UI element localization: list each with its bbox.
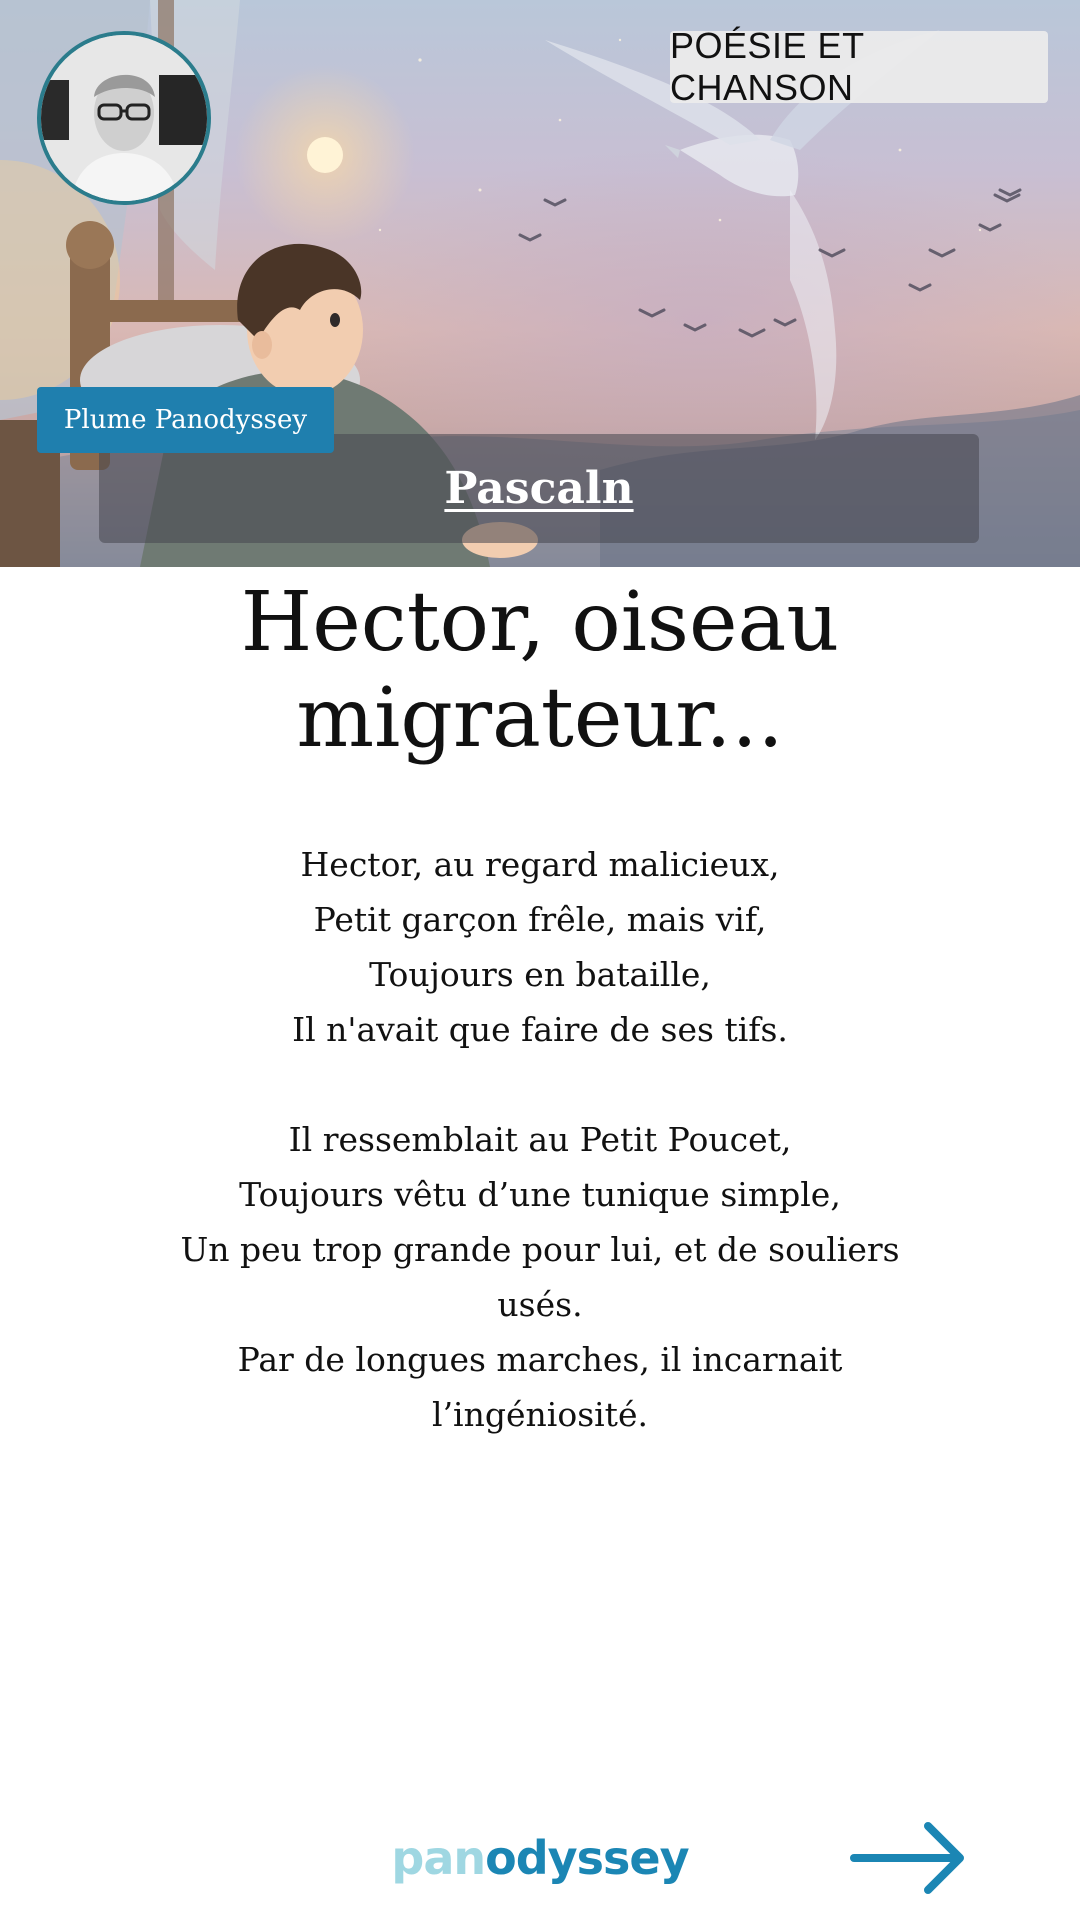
- poem-line: Petit garçon frêle, mais vif,: [313, 900, 767, 939]
- logo-odyssey-text: odyssey: [485, 1831, 689, 1885]
- poem-line: Toujours vêtu d’une tunique simple,: [239, 1175, 841, 1214]
- poem-line: Il n'avait que faire de ses tifs.: [292, 1010, 788, 1049]
- hero-banner: [0, 0, 1080, 567]
- author-name-link[interactable]: Pascaln: [444, 463, 634, 514]
- arrow-right-icon: [850, 1818, 970, 1898]
- next-button[interactable]: [850, 1818, 970, 1898]
- poem-line: Un peu trop grande pour lui, et de souliers usés.: [180, 1230, 900, 1324]
- poem-body: [140, 837, 940, 1497]
- poem-stanza-1: [140, 837, 940, 1057]
- avatar-portrait-icon: [41, 35, 207, 201]
- category-badge[interactable]: POÉSIE ET CHANSON: [670, 31, 1048, 103]
- poem-line: Par de longues marches, il incarnait l’ingéniosité.: [237, 1340, 843, 1434]
- poem-line: Toujours en bataille,: [369, 955, 711, 994]
- logo-pan-text: pan: [391, 1831, 486, 1885]
- panodyssey-logo[interactable]: [391, 1828, 689, 1888]
- plume-panodyssey-badge[interactable]: Plume Panodyssey: [37, 387, 334, 453]
- poem-line: Il ressemblait au Petit Poucet,: [288, 1120, 792, 1159]
- poem-stanza-2: [140, 1112, 940, 1442]
- article-title: Hector, oiseau migrateur...: [240, 575, 840, 766]
- poem-line: Hector, au regard malicieux,: [300, 845, 780, 884]
- author-avatar[interactable]: [37, 31, 211, 205]
